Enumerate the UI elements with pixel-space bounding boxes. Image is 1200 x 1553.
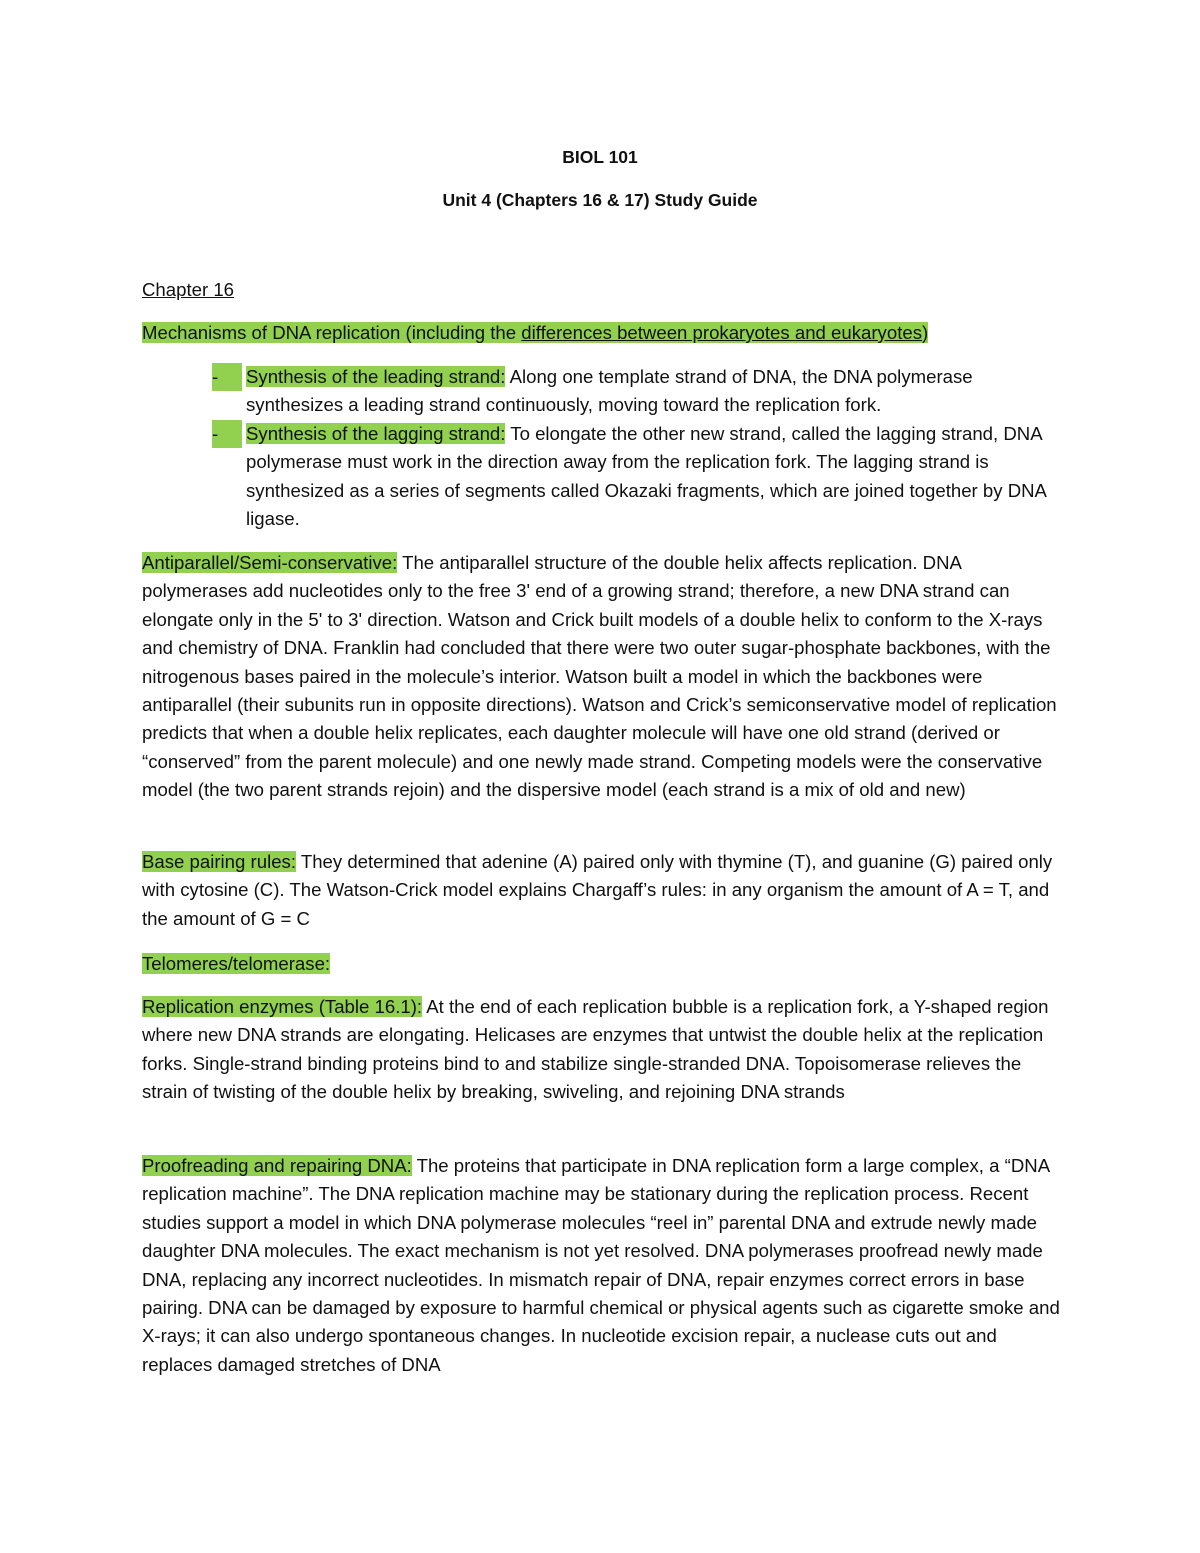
section-replication-enzymes: [142, 993, 1060, 1107]
section-text: They determined that adenine (A) paired only with thymine (T), and guanine (G) paired only with cytosine (C). The Watson-Crick model explains Chargaff’s rules: in any organism the amount of A = T, and the amount of G = C: [142, 851, 1053, 929]
section-antiparallel: [142, 549, 1060, 805]
section-label: Replication enzymes (Table 16.1):: [142, 996, 423, 1017]
section-base-pairing: [142, 848, 1060, 933]
bullet-text: To elongate the other new strand, called the lagging strand, DNA polymerase must work in the direction away from the replication fork. The lagging strand is synthesized as a series of segments called Okazaki fragments, which are joined together by DNA ligase.: [246, 422, 1046, 530]
section-label: Antiparallel/Semi-conservative:: [142, 552, 398, 573]
section-label: Proofreading and repairing DNA:: [142, 1155, 412, 1176]
section-text: The proteins that participate in DNA replication form a large complex, a “DNA replication machine”. The DNA replication machine may be stationary during the replication process. Recent studies support a model in which DNA polymerase molecules “reel in” parental DNA and extrude newly made daughter DNA molecules. The exact mechanism is not yet resolved. DNA polymerases proofread newly made DNA, replacing any incorrect nucleotides. In mismatch repair of DNA, repair enzymes correct errors in base pairing. DNA can be damaged by exposure to harmful chemical or physical agents such as cigarette smoke and X-rays; it can also undergo spontaneous changes. In nucleotide excision repair, a nuclease cuts out and replaces damaged stretches of DNA: [142, 1155, 1060, 1375]
section-label: Telomeres/telomerase:: [142, 953, 331, 974]
list-item: [212, 420, 1060, 534]
mechanisms-heading: [142, 319, 1060, 347]
bullet-dash: -: [212, 420, 242, 448]
section-label: Base pairing rules:: [142, 851, 296, 872]
mechanisms-suffix: ): [922, 322, 929, 343]
list-item: [212, 363, 1060, 420]
study-guide-title: Unit 4 (Chapters 16 & 17) Study Guide: [442, 190, 758, 210]
bullet-text: Along one template strand of DNA, the DNA polymerase synthesizes a leading strand continuously, moving toward the replication fork.: [246, 366, 973, 416]
replication-bullet-list: [212, 363, 1060, 533]
mechanisms-underlined: differences between prokaryotes and eukaryotes: [521, 322, 922, 343]
mechanisms-heading-highlight: [142, 322, 928, 343]
section-text: At the end of each replication bubble is a replication fork, a Y-shaped region where new DNA strands are elongating. Helicases are enzymes that untwist the double helix at the replication forks. Single-strand binding proteins bind to and stabilize single-stranded DNA. Topoisomerase relieves the strain of twisting of the double helix by breaking, swiveling, and rejoining DNA strands: [142, 996, 1049, 1103]
course-title: BIOL 101: [562, 147, 638, 167]
bullet-label: Synthesis of the lagging strand:: [246, 422, 506, 444]
section-text: The antiparallel structure of the double helix affects replication. DNA polymerases add nucleotides only to the free 3' end of a growing strand; therefore, a new DNA strand can elongate only in the 5' to 3' direction. Watson and Crick built models of a double helix to conform to the X-rays and chemistry of DNA. Franklin had concluded that there were two outer sugar-phosphate backbones, with the nitrogenous bases paired in the molecule’s interior. Watson built a model in which the backbones were antiparallel (their subunits run in opposite directions). Watson and Crick’s semiconservative model of replication predicts that when a double helix replicates, each daughter molecule will have one old strand (derived or “conserved” from the parent molecule) and one newly made strand. Competing models were the conservative model (the two parent strands rejoin) and the dispersive model (each strand is a mix of old and new): [142, 552, 1057, 801]
section-telomeres: [142, 950, 1060, 978]
section-proofreading: [142, 1152, 1060, 1379]
bullet-dash: -: [212, 363, 242, 391]
bullet-label: Synthesis of the leading strand:: [246, 366, 506, 387]
chapter-heading: Chapter 16: [142, 279, 234, 300]
mechanisms-prefix: Mechanisms of DNA replication (including the: [142, 322, 522, 343]
